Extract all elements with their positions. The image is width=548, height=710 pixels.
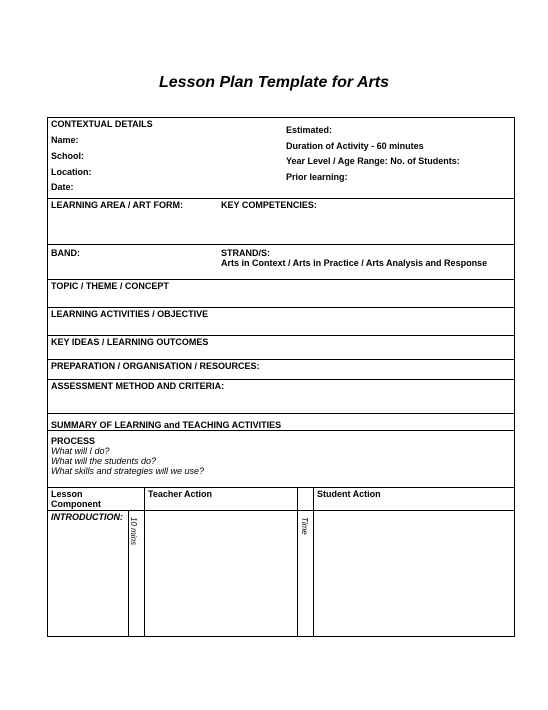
date-field[interactable]: Date: (51, 182, 74, 192)
topic-field[interactable]: TOPIC / THEME / CONCEPT (51, 281, 169, 291)
introduction-label: INTRODUCTION: (51, 512, 123, 522)
strands-value: Arts in Context / Arts in Practice / Arts Analysis and Response (221, 258, 488, 268)
year-level-field[interactable]: Year Level / Age Range: No. of Students: (286, 156, 460, 166)
lesson-column-header-line1: Lesson (51, 489, 83, 499)
preparation-section (48, 360, 514, 380)
process-section (48, 431, 514, 488)
location-field[interactable]: Location: (51, 167, 92, 177)
process-question-1: What will I do? (51, 446, 110, 456)
table-divider-3 (297, 488, 298, 636)
preparation-field[interactable]: PREPARATION / ORGANISATION / RESOURCES: (51, 361, 260, 371)
table-divider-2 (144, 488, 145, 636)
key-competencies-field[interactable]: KEY COMPETENCIES: (221, 200, 317, 210)
key-ideas-field[interactable]: KEY IDEAS / LEARNING OUTCOMES (51, 337, 209, 347)
lesson-plan-form (47, 117, 515, 637)
learning-area-field[interactable]: LEARNING AREA / ART FORM: (51, 200, 183, 210)
estimated-label: Estimated: (286, 125, 333, 135)
assessment-section (48, 380, 514, 414)
process-heading: PROCESS (51, 436, 96, 446)
duration-label: Duration of Activity - 60 minutes (286, 141, 424, 151)
page-title: Lesson Plan Template for Arts (159, 74, 389, 91)
key-ideas-section (48, 336, 514, 360)
learning-activities-section (48, 308, 514, 336)
band-field[interactable]: BAND: (51, 248, 80, 258)
summary-heading: SUMMARY OF LEARNING and TEACHING ACTIVITIES (51, 420, 282, 430)
contextual-details-section (48, 118, 514, 199)
assessment-field[interactable]: ASSESSMENT METHOD AND CRITERIA: (51, 381, 225, 391)
student-action-header: Student Action (317, 489, 381, 499)
school-field[interactable]: School: (51, 151, 84, 161)
teacher-action-header: Teacher Action (148, 489, 213, 499)
name-field[interactable]: Name: (51, 135, 79, 145)
time-label: Time (300, 517, 309, 535)
prior-learning-field[interactable]: Prior learning: (286, 172, 348, 182)
table-divider-4 (313, 488, 314, 636)
summary-section (48, 414, 514, 431)
learning-area-section (48, 199, 514, 245)
lesson-column-header-line2: Component (51, 499, 101, 509)
process-question-2: What will the students do? (51, 456, 157, 466)
band-section (48, 245, 514, 280)
strands-heading: STRAND/S: (221, 248, 270, 258)
duration-10-mins: 10 mins (129, 517, 138, 546)
process-question-3: What skills and strategies will we use? (51, 466, 205, 476)
activity-table-header (48, 488, 514, 511)
table-divider-1 (128, 511, 129, 636)
learning-activities-field[interactable]: LEARNING ACTIVITIES / OBJECTIVE (51, 309, 209, 319)
topic-section (48, 280, 514, 308)
activity-table-body (48, 511, 514, 636)
contextual-heading: CONTEXTUAL DETAILS (51, 119, 153, 129)
